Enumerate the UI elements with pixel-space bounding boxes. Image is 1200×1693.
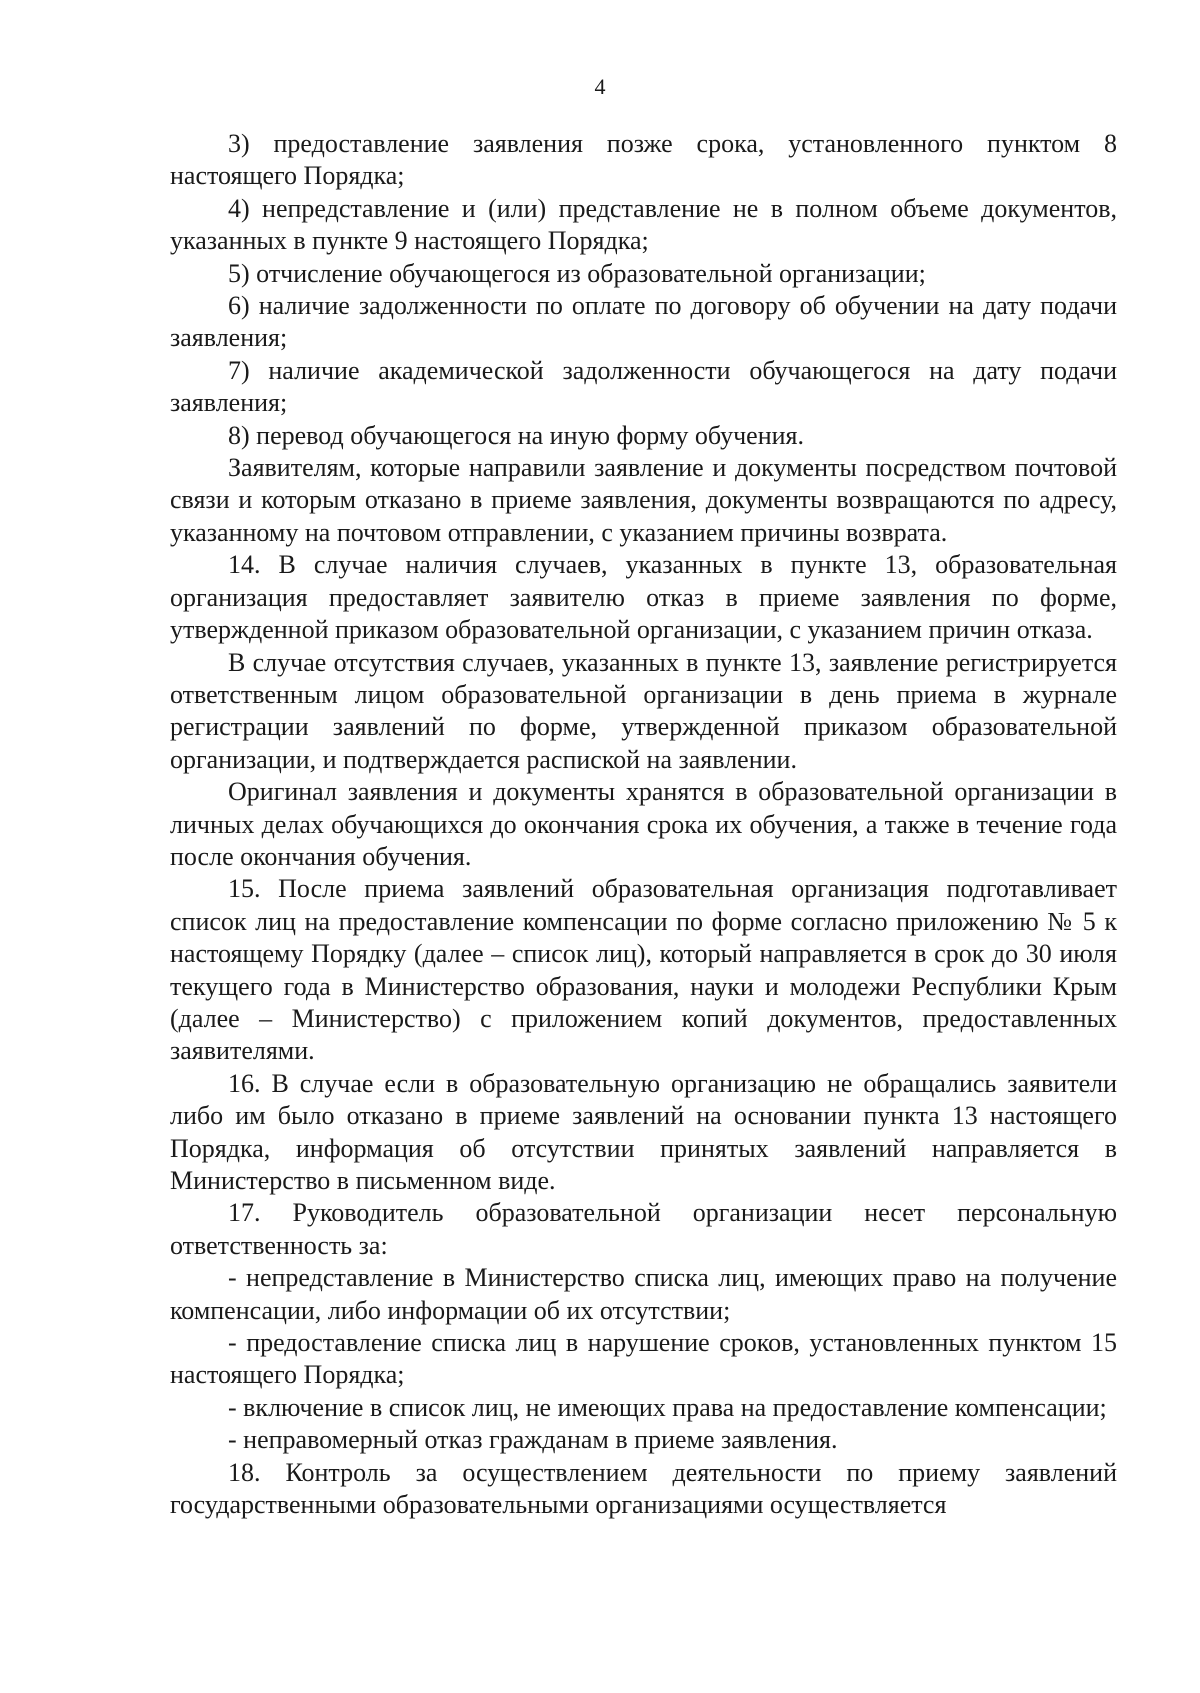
paragraph-clause-14: 14. В случае наличия случаев, указанных в пункте 13, образовательная организация предоставляет заявителю отказ в приеме заявления по форме, утвержденной приказом образовательной организации, с указанием причин отказа. xyxy=(170,550,1117,645)
paragraph-storage: Оригинал заявления и документы хранятся в образовательной организации в личных делах обучающихся до окончания срока их обучения, а также в течение года после окончания обучения. xyxy=(170,777,1117,871)
paragraph-item-7: 7) наличие академической задолженности обучающегося на дату подачи заявления; xyxy=(170,355,1117,418)
paragraph-responsibility-4: - неправомерный отказ гражданам в приеме заявления. xyxy=(228,1425,838,1455)
paragraph-clause-18: 18. Контроль за осуществлением деятельности по приему заявлений государственными образовательными организациями осуществляется xyxy=(170,1457,1117,1520)
paragraph-responsibility-1: - непредставление в Министерство списка лиц, имеющих право на получение компенсации, либо информации об их отсутствии; xyxy=(170,1263,1117,1325)
paragraph-item-4: 4) непредставление и (или) представление не в полном объеме документов, указанных в пункте 9 настоящего Порядка; xyxy=(170,193,1117,256)
paragraph-clause-17: 17. Руководитель образовательной организации несет персональную ответственность за: xyxy=(170,1198,1117,1260)
paragraph-responsibility-3: - включение в список лиц, не имеющих права на предоставление компенсации; xyxy=(228,1392,1107,1422)
paragraph-item-6: 6) наличие задолженности по оплате по договору об обучении на дату подачи заявления; xyxy=(170,291,1117,353)
paragraph-item-3: 3) предоставление заявления позже срока, установленного пунктом 8 настоящего Порядка; xyxy=(170,129,1117,191)
paragraph-clause-16: 16. В случае если в образовательную организацию не обращались заявители либо им было отказано в приеме заявлений на основании пункта 13 настоящего Порядка, информация об отсутствии принятых заявлений направляется в Министерство в письменном виде. xyxy=(170,1068,1117,1195)
paragraph-postal-return: Заявителям, которые направили заявление и документы посредством почтовой связи и которым отказано в приеме заявления, документы возвращаются по адресу, указанному на почтовом отправлении, с указанием причины возврата. xyxy=(170,453,1117,547)
paragraph-clause-15: 15. После приема заявлений образовательная организация подготавливает список лиц на предоставление компенсации по форме согласно приложению № 5 к настоящему Порядку (далее – список лиц), который направляется в срок до 30 июля текущего года в Министерство образования, науки и молодежи Республики Крым (далее – Министерство) с приложением копий документов, предоставленных заявителями. xyxy=(170,874,1117,1066)
paragraph-responsibility-2: - предоставление списка лиц в нарушение сроков, установленных пунктом 15 настоящего Порядка; xyxy=(170,1328,1117,1390)
paragraph-item-8: 8) перевод обучающегося на иную форму обучения. xyxy=(228,420,804,450)
document-body xyxy=(170,128,1117,1521)
paragraph-registration: В случае отсутствия случаев, указанных в пункте 13, заявление регистрируется ответственным лицом образовательной организации в день приема в журнале регистрации заявлений по форме, утвержденной приказом образовательной организации, и подтверждается распиской на заявлении. xyxy=(170,647,1117,774)
page-number: 4 xyxy=(594,74,606,99)
paragraph-item-5: 5) отчисление обучающегося из образовательной организации; xyxy=(228,258,926,288)
